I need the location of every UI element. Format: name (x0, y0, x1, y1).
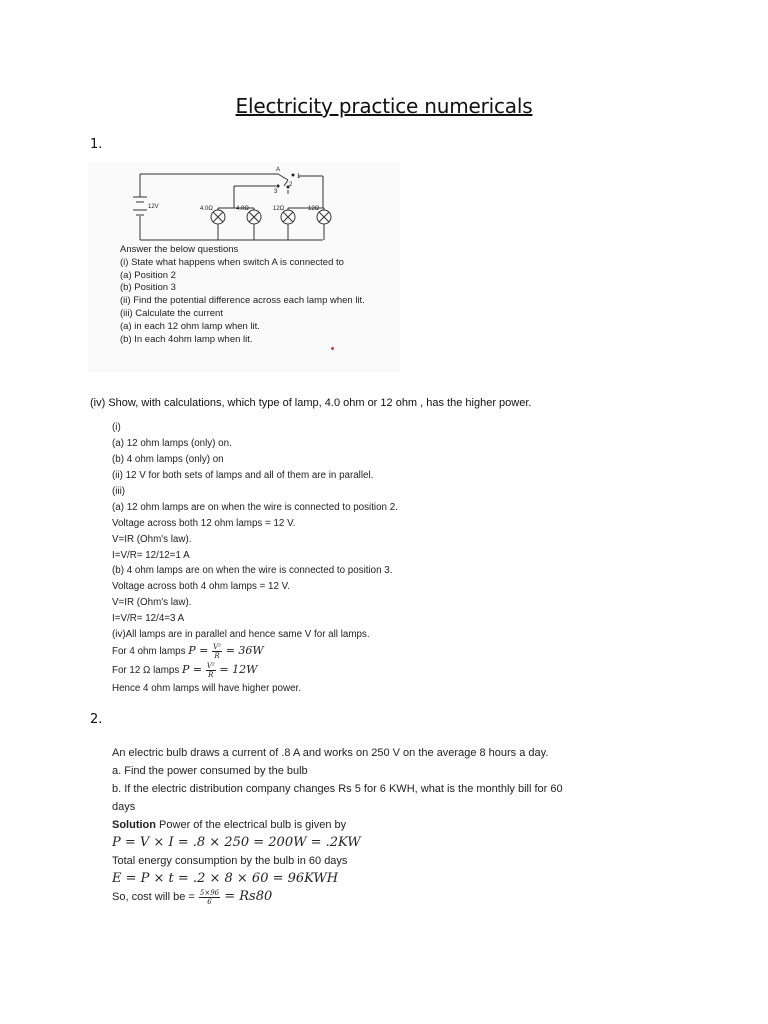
cost-result: = Rs80 (224, 889, 273, 904)
position-label-1: 1 (297, 174, 301, 180)
power-12ohm-rhs: = 12W (219, 663, 258, 677)
fraction-numerator: V² (206, 662, 215, 671)
answer-line: (b) 4 ohm lamps (only) on (112, 453, 224, 465)
energy-equation: E = P × t = .2 × 8 × 60 = 96KWH (112, 871, 339, 886)
switch-label: A (276, 167, 281, 173)
question-2-line: days (112, 801, 136, 813)
question-line: (a) Position 2 (120, 269, 176, 281)
question-2-block (112, 744, 563, 910)
power-4ohm-prefix: For 4 ohm lamps (112, 646, 186, 658)
solution-text: Power of the electrical bulb is given by (156, 819, 347, 831)
lamp-label-2: 4.0Ω (236, 206, 249, 212)
fraction-denominator: R (208, 671, 214, 680)
battery-label: 12V (148, 204, 159, 210)
answer-line: (b) 4 ohm lamps are on when the wire is connected to position 3. (112, 565, 393, 577)
question-2-line: a. Find the power consumed by the bulb (112, 765, 308, 777)
answer-line: V=IR (Ohm's law). (112, 597, 192, 609)
power-equation: P = V × I = .8 × 250 = 200W = .2KW (112, 835, 361, 850)
question-line: Answer the below questions (120, 244, 239, 255)
fraction-numerator: 5×96 (199, 888, 220, 897)
position-label-3: 3 (274, 189, 278, 195)
answer-line: I=V/R= 12/4=3 A (112, 613, 185, 625)
answer-line: (iii) (112, 485, 126, 497)
power-4ohm-line (112, 643, 398, 662)
fraction-denominator: 6 (207, 897, 212, 906)
question-line: (b) Position 3 (120, 282, 176, 294)
answer-line: V=IR (Ohm's law). (112, 533, 192, 545)
power-4ohm-fraction (212, 643, 222, 660)
power-12ohm-prefix: For 12 Ω lamps (112, 665, 180, 677)
question-2-line: An electric bulb draws a current of .8 A and works on 250 V on the average 8 hours a day. (112, 747, 549, 759)
energy-text: Total energy consumption by the bulb in 60 days (112, 855, 348, 867)
answer-line: (i) (112, 422, 121, 433)
question-1-part-4: (iv) Show, with calculations, which type of lamp, 4.0 ohm or 12 ohm , has the higher power. (90, 397, 532, 409)
fraction-numerator: V² (213, 643, 221, 652)
lamp-label-1: 4.0Ω (200, 206, 213, 212)
lamp-label-4: 12Ω (308, 206, 320, 212)
power-4ohm-rhs: = 36W (225, 644, 264, 658)
question-2-number: 2. (90, 712, 103, 727)
answer-line: (ii) 12 V for both sets of lamps and all of them are in parallel. (112, 469, 374, 481)
question-line: (ii) Find the potential difference across each lamp when lit. (120, 295, 365, 307)
cost-fraction (199, 889, 220, 906)
answer-block-1 (112, 420, 398, 697)
page-title: Electricity practice numericals (235, 94, 533, 118)
fraction-denominator: R (214, 652, 220, 661)
power-12ohm-lhs: P = (181, 663, 203, 677)
position-label-2: 2 (289, 182, 293, 188)
answer-line: Voltage across both 12 ohm lamps = 12 V. (112, 517, 296, 529)
cost-prefix: So, cost will be = (112, 891, 195, 903)
answer-line: (a) 12 ohm lamps (only) on. (112, 437, 232, 449)
question-1-list (120, 244, 365, 346)
answer-line: (iv)All lamps are in parallel and hence same V for all lamps. (112, 629, 370, 641)
solution-line (112, 816, 563, 834)
question-line: (a) in each 12 ohm lamp when lit. (120, 320, 260, 332)
power-12ohm-line (112, 662, 398, 681)
answer-line: I=V/R= 12/12=1 A (112, 549, 190, 561)
question-1-number: 1. (90, 137, 103, 152)
cost-line (112, 888, 563, 910)
question-line: (i) State what happens when switch A is connected to (120, 256, 344, 268)
question-line: (b) In each 4ohm lamp when lit. (120, 333, 253, 345)
red-dot-mark (331, 347, 334, 350)
power-4ohm-lhs: P = (188, 644, 209, 658)
solution-label: Solution (112, 819, 156, 831)
lamp-label-3: 12Ω (273, 206, 285, 212)
answer-line: Voltage across both 4 ohm lamps = 12 V. (112, 581, 290, 593)
question-2-line: b. If the electric distribution company changes Rs 5 for 6 KWH, what is the monthly bill for 60 (112, 783, 563, 795)
question-line: (iii) Calculate the current (120, 307, 223, 319)
conclusion-line: Hence 4 ohm lamps will have higher power. (112, 683, 301, 695)
answer-line: (a) 12 ohm lamps are on when the wire is connected to position 2. (112, 501, 398, 513)
power-12ohm-fraction (206, 662, 216, 679)
